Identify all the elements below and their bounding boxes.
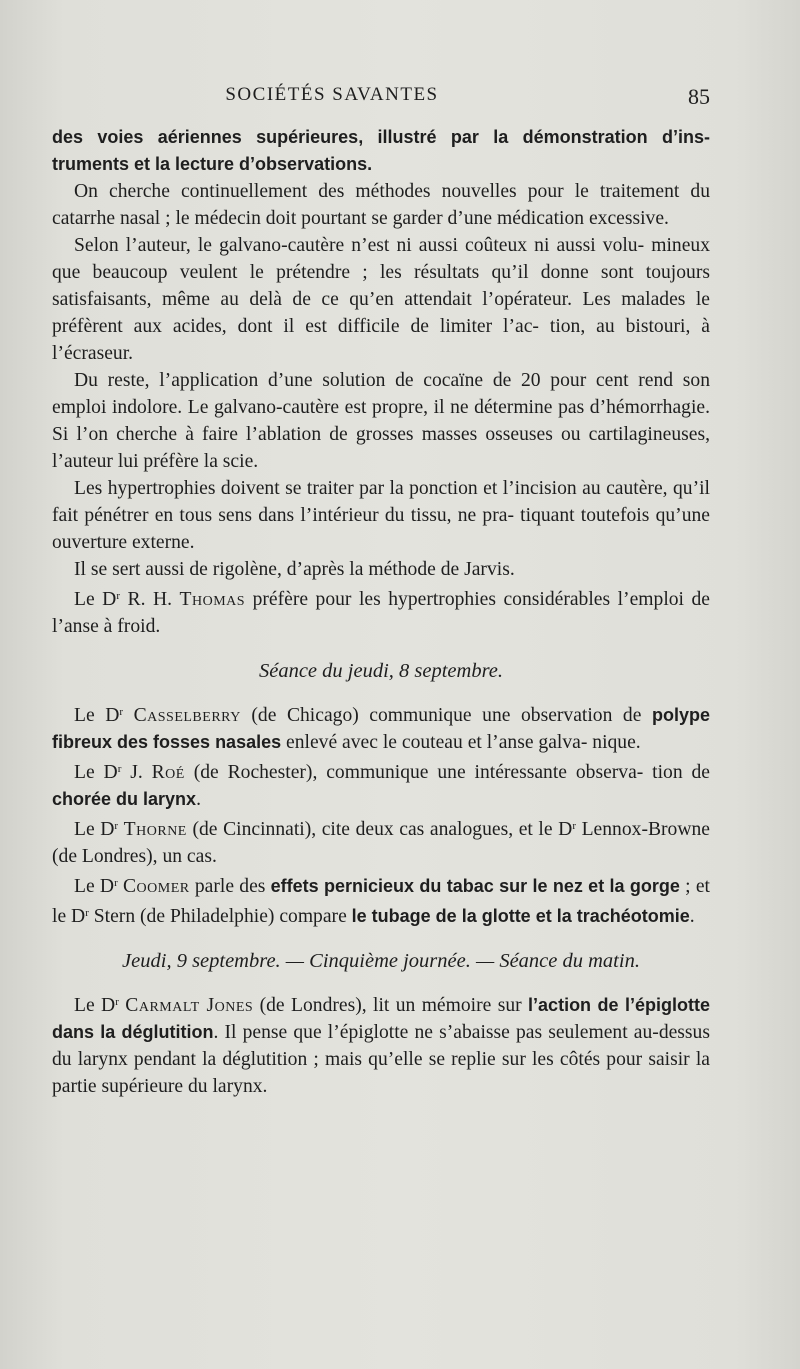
author-name: Roé bbox=[151, 762, 185, 783]
superscript: r bbox=[116, 590, 120, 602]
text-run: parle des bbox=[189, 876, 271, 897]
superscript: r bbox=[115, 996, 119, 1008]
superscript: r bbox=[114, 877, 118, 889]
superscript: r bbox=[85, 907, 89, 919]
text-run: Le D bbox=[74, 876, 115, 897]
text-run: Le D bbox=[74, 705, 120, 726]
author-name: Coomer bbox=[122, 876, 190, 897]
text-run: (de Cincinnati), cite deux cas analogues, et le D bbox=[186, 819, 573, 840]
running-head-title: SOCIÉTÉS SAVANTES bbox=[225, 84, 439, 105]
bold-phrase: le tubage de la glotte et la trachéotomie bbox=[351, 906, 690, 926]
text-run: . bbox=[689, 906, 695, 927]
paragraph-catarrhe: On cherche continuellement des méthodes nouvelles pour le traitement du catarrhe nasal ; le médecin doit pourtant se garder d’une médication excessive. bbox=[52, 181, 710, 229]
text-run: (de Londres), lit un mémoire sur bbox=[253, 995, 529, 1016]
paragraph-rigolene: Il se sert aussi de rigolène, d’après la méthode de Jarvis. bbox=[74, 559, 515, 580]
text-run: enlevé avec le couteau et l’anse galva- nique. bbox=[281, 732, 641, 753]
text-run: Le D bbox=[74, 589, 117, 610]
text-run: J. bbox=[121, 762, 152, 783]
paragraph-cocaine: Du reste, l’application d’une solution de cocaïne de 20 pour cent rend son emploi indolore. Le galvano-cautère est propre, il ne détermine pas d’hémorrhagie. Si l’on cherche à faire l’ablation de grosses masses osseuses ou cartilagineuses, l’auteur lui préfère la scie. bbox=[52, 370, 710, 472]
text-run: Le D bbox=[74, 995, 116, 1016]
bold-phrase: des voies aériennes supérieures, illustré par la démonstration d’ins- truments et la lecture d’observations. bbox=[52, 127, 710, 174]
text-run bbox=[123, 705, 134, 726]
running-head bbox=[52, 84, 710, 112]
author-name: Thomas bbox=[179, 589, 246, 610]
text-run: ; et le D bbox=[52, 876, 710, 927]
text-run: Lennox-Browne (de Londres), un cas. bbox=[52, 819, 711, 867]
page-body bbox=[52, 124, 710, 1100]
author-name: Casselberry bbox=[133, 705, 241, 726]
text-run: (de Chicago) communique une observation de bbox=[240, 705, 652, 726]
author-name: Thorne bbox=[123, 819, 187, 840]
paragraph-galvano-cautere: Selon l’auteur, le galvano-cautère n’est ni aussi coûteux ni aussi volu- mineux que beaucoup veulent le prétendre ; les résultats qu’il donne sont toujours satisfaisants, même au delà de ce qu’en attendait l’opérateur. Les malades le préfèrent aux acides, dont il est difficile de limiter l’ac- tion, au bistouri, à l’écraseur. bbox=[52, 235, 710, 364]
superscript: r bbox=[119, 706, 124, 718]
section-heading-cinquieme-journee: Jeudi, 9 septembre. — Cinquième journée. — Séance du matin. bbox=[122, 950, 640, 972]
bold-phrase: polype fibreux des fosses nasales bbox=[52, 705, 710, 752]
page-number: 85 bbox=[688, 84, 710, 109]
paragraph-carmalt-jones bbox=[52, 989, 710, 1100]
author-name: Carmalt Jones bbox=[125, 995, 254, 1016]
paragraph-coomer bbox=[52, 870, 710, 930]
paragraph-thorne bbox=[52, 813, 710, 870]
text-run: . Il pense que l’épiglotte ne s’abaisse pas seulement au-dessus du larynx pendant la déglutition ; mais qu’elle se replie sur les côtés pour saisir la partie supérieure du larynx. bbox=[52, 1022, 710, 1097]
text-run: (de Rochester), communique une intéressante observa- tion de bbox=[184, 762, 711, 783]
bold-phrase: effets pernicieux du tabac sur le nez et la gorge bbox=[270, 876, 680, 896]
paragraph-roe bbox=[52, 756, 710, 813]
paragraph-hypertrophies: Les hypertrophies doivent se traiter par la ponction et l’incision au cautère, qu’il fait pénétrer en tous sens dans l’intérieur du tissu, ne pra- tiquant toutefois qu’une ouverture externe. bbox=[52, 478, 710, 553]
paragraph-casselberry bbox=[52, 699, 710, 756]
text-run: Stern (de Philadelphie) compare bbox=[88, 906, 352, 927]
text-run: préfère pour les hypertrophies considérables l’emploi de l’anse à froid. bbox=[52, 589, 710, 637]
text-run: . bbox=[196, 789, 201, 810]
superscript: r bbox=[117, 763, 122, 775]
text-run: R. H. bbox=[120, 589, 180, 610]
paragraph-thomas bbox=[52, 583, 710, 640]
section-heading-seance-jeudi: Séance du jeudi, 8 septembre. bbox=[258, 660, 504, 682]
bold-phrase: chorée du larynx bbox=[52, 789, 197, 809]
superscript: r bbox=[572, 820, 576, 832]
paragraph-continuation bbox=[52, 124, 710, 178]
text-run: Le D bbox=[74, 762, 118, 783]
bold-phrase: l’action de l’épiglotte dans la déglutition bbox=[52, 995, 711, 1042]
text-run: Le D bbox=[74, 819, 115, 840]
superscript: r bbox=[114, 820, 119, 832]
